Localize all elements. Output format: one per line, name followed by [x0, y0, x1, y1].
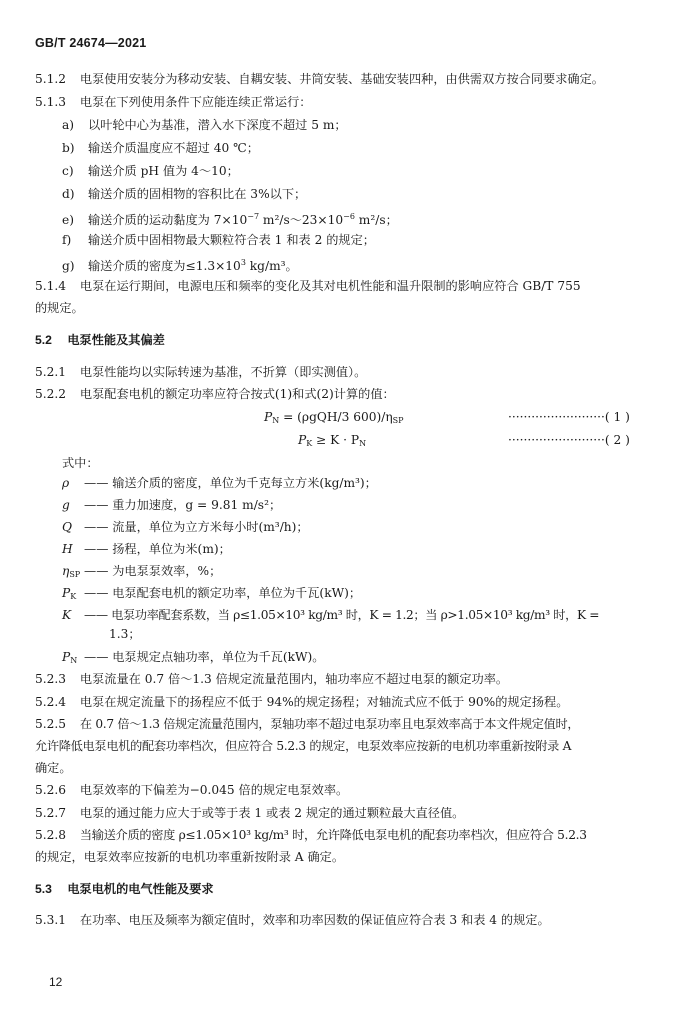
- clause-5-1-2: [35, 71, 604, 87]
- symbol-definition: $P_K$ —— 电泵配套电机的额定功率，单位为千瓦(kW)；: [62, 586, 362, 601]
- clause-5-2-5: 5.2.5 在 0.7 倍～1.3 倍规定流量范围内，泵轴功率不超过电泵功率且电泵效率高于本文件规定值时，: [35, 717, 580, 731]
- symbol-definition: g —— 重力加速度，g = 9.81 m/s²；: [62, 498, 282, 512]
- list-item: f) 输送介质中固相物最大颗粒符合表 1 和表 2 的规定；: [62, 233, 375, 247]
- clause-text: 电泵使用安装分为移动安装、自耦安装、井筒安装、基础安装四种，由供需双方按合同要求确定。: [79, 72, 604, 86]
- clause-5-1-4: 5.1.4 电泵在运行期间，电源电压和频率的变化及其对电机性能和温升限制的影响应符合 GB/T 755: [35, 279, 581, 293]
- clause-5-2-3: 5.2.3 电泵流量在 0.7 倍～1.3 倍规定流量范围内，轴功率应不超过电泵的额定功率。: [35, 672, 509, 686]
- page-number: 12: [49, 975, 63, 989]
- list-item: c) 输送介质 pH 值为 4～10；: [62, 164, 239, 178]
- list-item: e) 输送介质的运动黏度为 $7\times 10^{-7}$ $m^2/s\sim 23\times 10^{-6}$ m²/s；: [62, 212, 398, 227]
- clause-number: 5.1.2: [35, 72, 67, 86]
- section-heading-5-2: 5.2 电泵性能及其偏差: [35, 333, 165, 347]
- symbol-definition: Q —— 流量，单位为立方米每小时(m³/h)；: [62, 520, 309, 534]
- clause-text: 电泵在下列使用条件下应能连续正常运行：: [79, 95, 312, 109]
- formula-2: $P_K \ge K \cdot P_N$: [298, 433, 367, 448]
- clause-5-3-1: 5.3.1 在功率、电压及频率为额定值时，效率和功率因数的保证值应符合表 3 和表 4 的规定。: [35, 913, 550, 927]
- clause-text-continued: 的规定。: [35, 301, 84, 315]
- symbol-definition: $P_N$ —— 电泵规定点轴功率，单位为千瓦(kW)。: [62, 650, 325, 665]
- symbol-definition: ρ —— 输送介质的密度，单位为千克每立方米(kg/m³)；: [62, 476, 377, 490]
- symbol-definition: H —— 扬程，单位为米(m)；: [62, 542, 231, 556]
- clause-5-1-3: [35, 94, 311, 110]
- clause-number: 5.1.4: [35, 279, 67, 293]
- section-heading-5-3: 5.3 电泵电机的电气性能及要求: [35, 882, 214, 896]
- clause-5-2-2: 5.2.2 电泵配套电机的额定功率应符合按式(1)和式(2)计算的值：: [35, 387, 395, 401]
- clause-text-continued: 确定。: [35, 761, 72, 775]
- symbol-definition: K —— 电泵功率配套系数，当 ρ≤1.05×10³ kg/m³ 时，K = 1.2；当 ρ>1.05×10³ kg/m³ 时，K =: [62, 608, 600, 622]
- clause-5-2-4: 5.2.4 电泵在规定流量下的扬程应不低于 94%的规定扬程；对轴流式应不低于 90%的规定扬程。: [35, 695, 569, 709]
- clause-5-2-1: 5.2.1 电泵性能均以实际转速为基准，不折算（即实测值）。: [35, 365, 367, 379]
- list-item: b) 输送介质温度应不超过 40 ℃；: [62, 141, 259, 155]
- clause-number: 5.1.3: [35, 95, 67, 109]
- standard-header: GB/T 24674—2021: [35, 36, 147, 50]
- formula-2-number: ·························( 2 ): [508, 433, 630, 447]
- list-item: d) 输送介质的固相物的容积比在 3%以下；: [62, 187, 307, 201]
- where-label: 式中：: [62, 456, 99, 470]
- clause-5-2-7: 5.2.7 电泵的通过能力应大于或等于表 1 或表 2 规定的通过颗粒最大直径值。: [35, 806, 465, 820]
- clause-text-continued: 的规定，电泵效率应按新的电机功率重新按附录 A 确定。: [35, 850, 345, 864]
- clause-5-2-6: 5.2.6 电泵效率的下偏差为−0.045 倍的规定电泵效率。: [35, 783, 349, 797]
- list-item: a) 以叶轮中心为基准，潜入水下深度不超过 5 m；: [62, 118, 347, 132]
- list-item: g) 输送介质的密度为$\le 1.3\times 10^3$ kg/m³。: [62, 258, 298, 273]
- formula-1-number: ·························( 1 ): [508, 410, 630, 424]
- clause-5-2-8: 5.2.8 当输送介质的密度 ρ≤1.05×10³ kg/m³ 时，允许降低电泵电机的配套功率档次，但应符合 5.2.3: [35, 828, 587, 842]
- symbol-definition-continued: 1.3；: [109, 627, 141, 641]
- symbol-definition: $\eta_{SP}$ —— 为电泵泵效率，%；: [62, 564, 222, 579]
- formula-1: $P_N = (\rho gQH/3$ $600)/\eta_{SP}$: [264, 410, 404, 425]
- clause-text-continued: 允许降低电泵电机的配套功率档次，但应符合 5.2.3 的规定，电泵效率应按新的电机功率重新按附录 A: [35, 739, 572, 753]
